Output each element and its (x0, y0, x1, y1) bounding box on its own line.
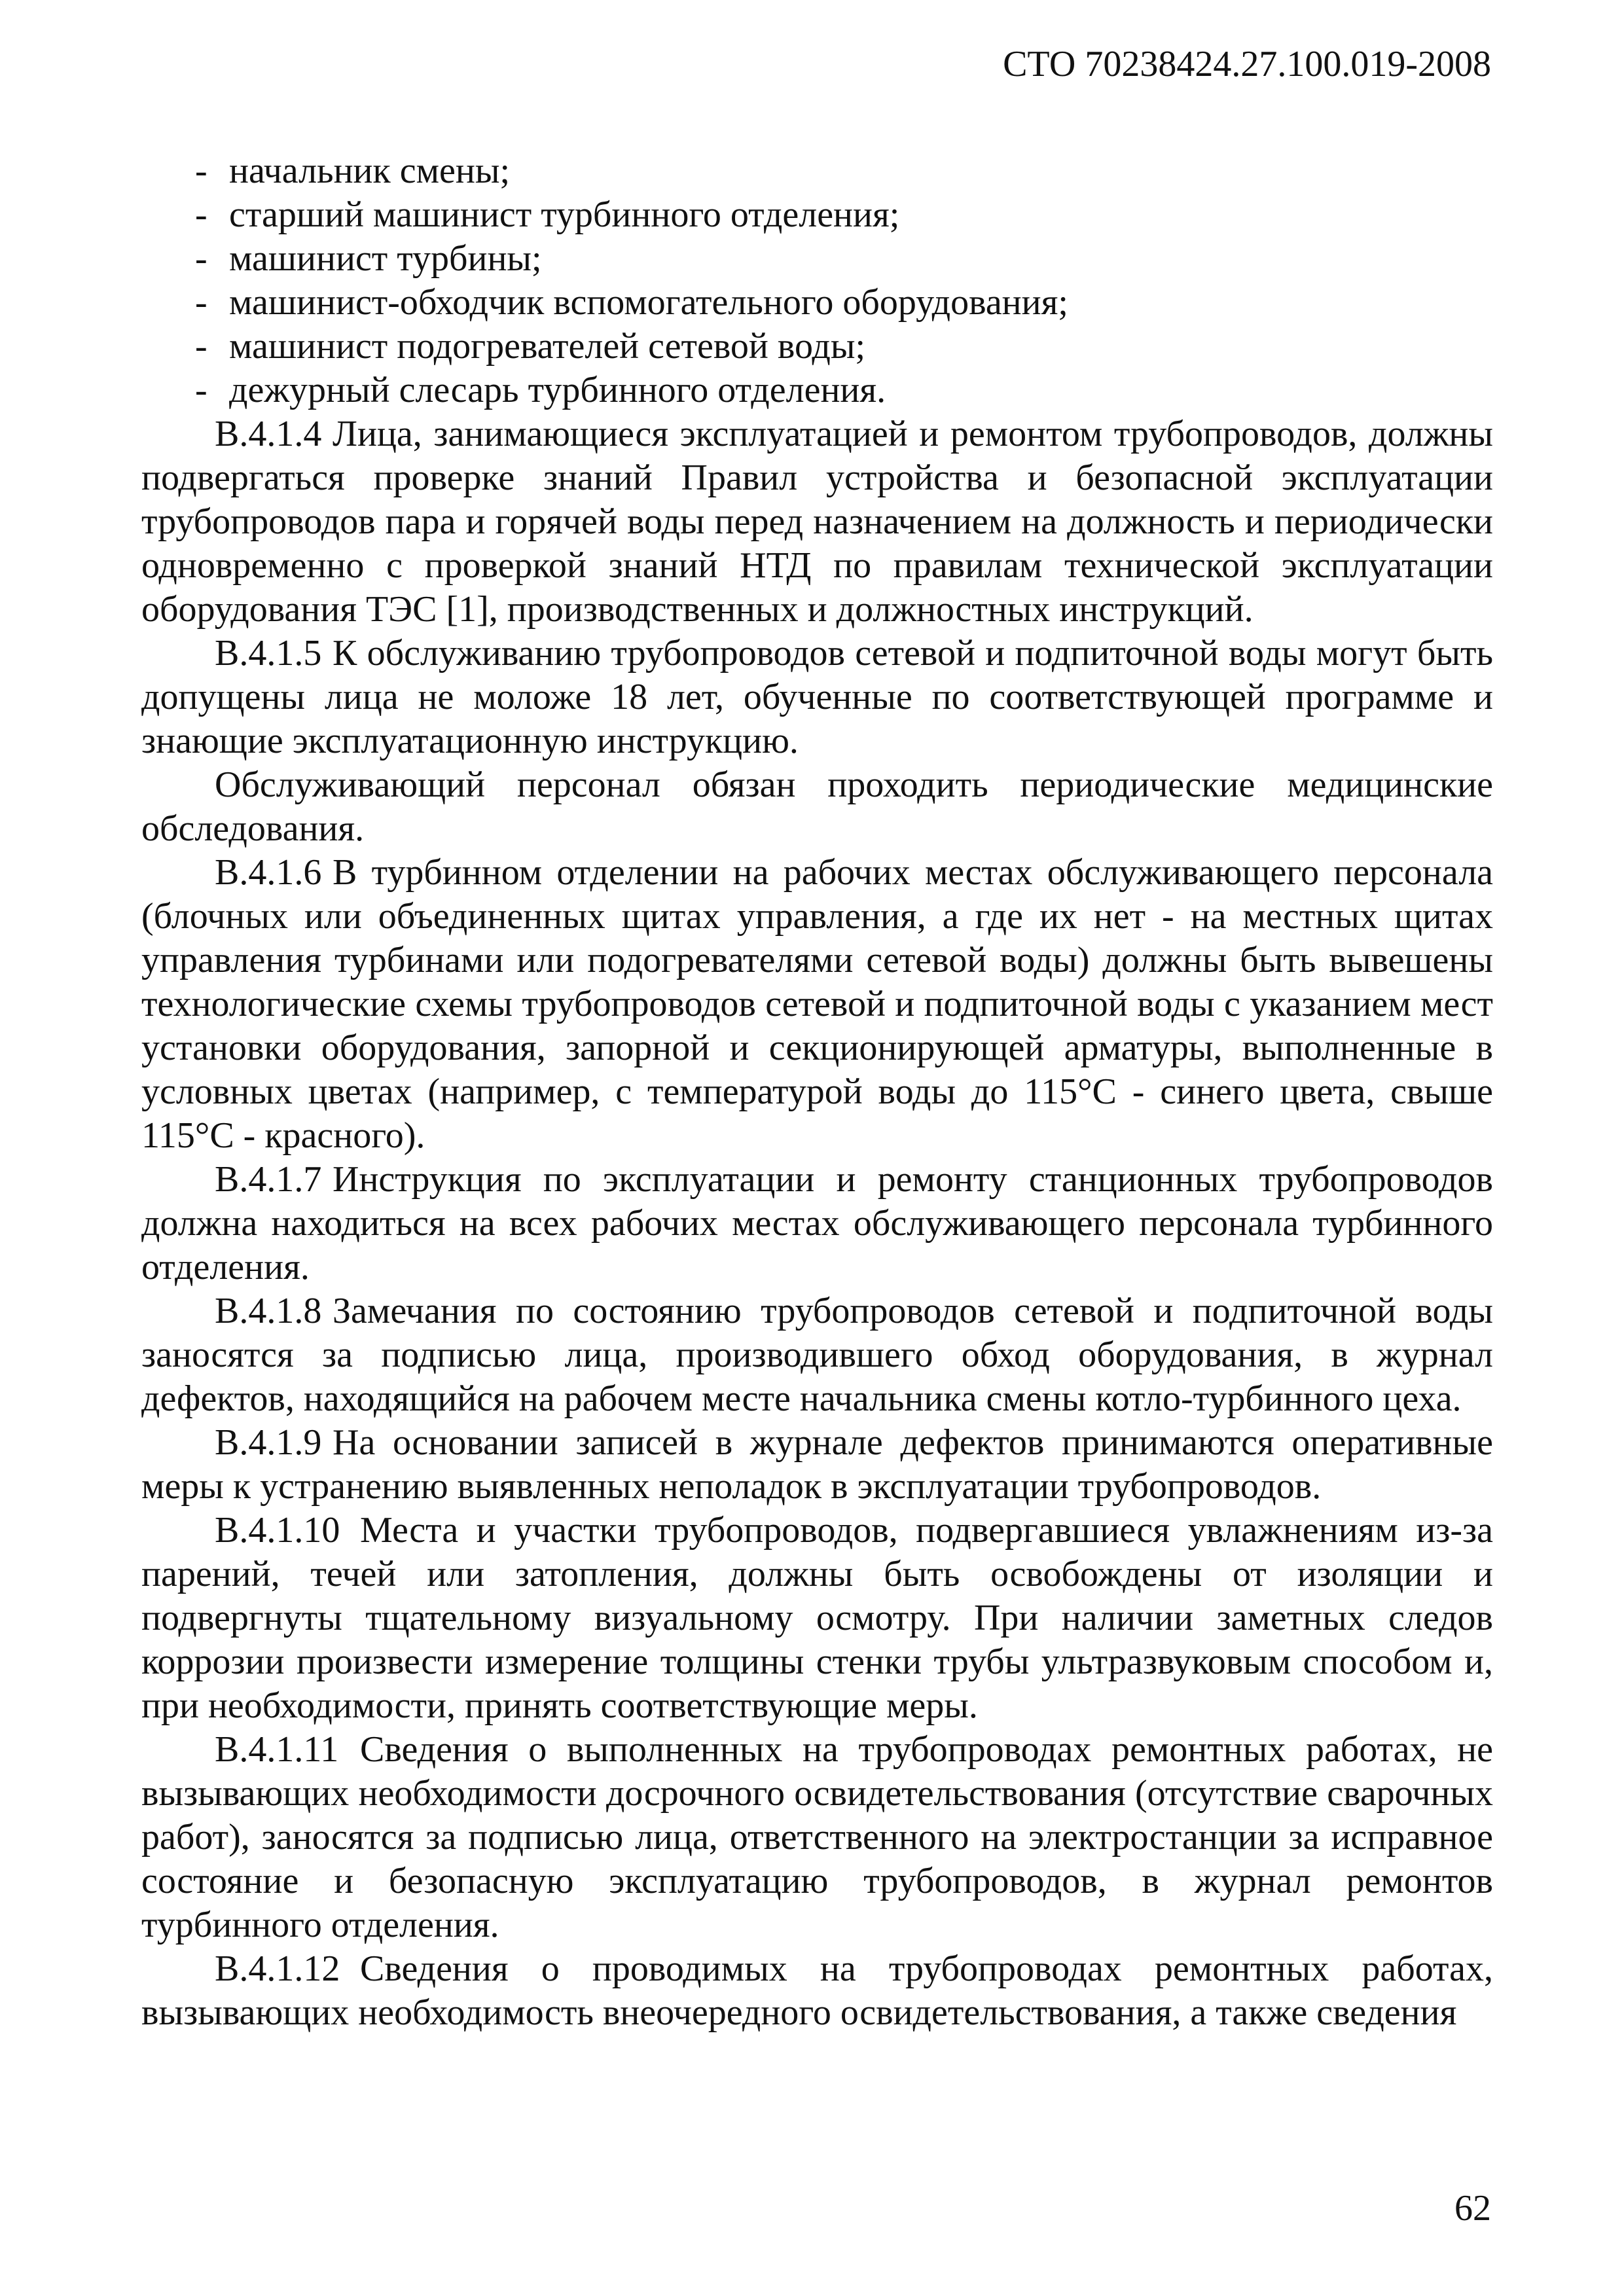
clause-text: Замечания по состоянию трубопроводов сетевой и подпиточной воды заносятся за подписью лица, производившего обход оборудования, в журнал дефектов, находящийся на рабочем месте начальника смены котло-турбинного цеха. (141, 1291, 1493, 1419)
medical-exam-paragraph (141, 763, 1493, 851)
page-number: 62 (1454, 2188, 1491, 2229)
clause-number: В.4.1.9 (215, 1422, 322, 1463)
clause-text: Сведения о выполненных на трубопроводах ремонтных работах, не вызывающих необходимости досрочного освидетельствования (отсутствие сварочных работ), заносятся за подписью лица, ответственного на электростанции за исправное состояние и безопасную эксплуатацию трубопроводов, в журнал ремонтов турбинного отделения. (141, 1729, 1493, 1945)
list-item-text: старший машинист турбинного отделения; (229, 194, 900, 235)
clause-b-4-1-8 (141, 1289, 1493, 1421)
clause-b-4-1-5 (141, 632, 1493, 763)
duty-roles-list (141, 149, 1493, 412)
list-item-text: машинист подогревателей сетевой воды; (229, 326, 866, 367)
clause-text: Лица, занимающиеся эксплуатацией и ремонтом трубопроводов, должны подвергаться проверке знаний Правил устройства и безопасной эксплуатации трубопроводов пара и горячей воды перед назначением на должность и периодически одновременно с проверкой знаний НТД по правилам технической эксплуатации оборудования ТЭС [1], производственных и должностных инструкций. (141, 414, 1493, 630)
clause-number: В.4.1.5 (215, 633, 322, 673)
clause-text: Инструкция по эксплуатации и ремонту станционных трубопроводов должна находиться на всех рабочих местах обслуживающего персонала турбинного отделения. (141, 1159, 1493, 1287)
list-item (141, 149, 1493, 193)
clause-number: В.4.1.10 (215, 1510, 340, 1551)
clause-number: В.4.1.8 (215, 1291, 322, 1331)
clause-b-4-1-12 (141, 1947, 1493, 2035)
list-item-text: начальник смены; (229, 151, 511, 191)
page-body (141, 149, 1493, 2035)
list-item (141, 325, 1493, 368)
list-item (141, 368, 1493, 412)
clause-number: В.4.1.4 (215, 414, 322, 454)
document-code: СТО 70238424.27.100.019-2008 (1003, 44, 1491, 84)
clause-b-4-1-7 (141, 1158, 1493, 1289)
clause-b-4-1-11 (141, 1728, 1493, 1947)
clause-b-4-1-10 (141, 1509, 1493, 1728)
list-item (141, 281, 1493, 325)
clause-b-4-1-9 (141, 1421, 1493, 1509)
clause-number: В.4.1.7 (215, 1159, 322, 1200)
list-item-text: машинист турбины; (229, 238, 542, 279)
list-marker: - (195, 238, 208, 279)
clause-number: В.4.1.11 (215, 1729, 339, 1770)
list-marker: - (195, 282, 208, 323)
list-item-text: машинист-обходчик вспомогательного оборудования; (229, 282, 1068, 323)
clause-b-4-1-4 (141, 412, 1493, 632)
list-marker: - (195, 151, 208, 191)
clause-text: К обслуживанию трубопроводов сетевой и подпиточной воды могут быть допущены лица не моложе 18 лет, обученные по соответствующей программе и знающие эксплуатационную инструкцию. (141, 633, 1493, 761)
list-marker: - (195, 194, 208, 235)
clause-text: На основании записей в журнале дефектов принимаются оперативные меры к устранению выявленных неполадок в эксплуатации трубопроводов. (141, 1422, 1493, 1507)
clause-text: Обслуживающий персонал обязан проходить периодические медицинские обследования. (141, 764, 1493, 849)
clause-text: В турбинном отделении на рабочих местах обслуживающего персонала (блочных или объединенных щитах управления, а где их нет - на местных щитах управления турбинами или подогревателями сетевой воды) должны быть вывешены технологические схемы трубопроводов сетевой и подпиточной воды с указанием мест установки оборудования, запорной и секционирующей арматуры, выполненные в условных цветах (например, с температурой воды до 115°С - синего цвета, свыше 115°С - красного). (141, 852, 1493, 1156)
clause-number: В.4.1.12 (215, 1948, 340, 1989)
clause-b-4-1-6 (141, 851, 1493, 1158)
clause-text: Сведения о проводимых на трубопроводах ремонтных работах, вызывающих необходимость внеочередного освидетельствования, а также сведения (141, 1948, 1493, 2033)
list-item-text: дежурный слесарь турбинного отделения. (229, 370, 886, 410)
list-marker: - (195, 326, 208, 367)
list-item (141, 237, 1493, 281)
clause-number: В.4.1.6 (215, 852, 322, 893)
list-marker: - (195, 370, 208, 410)
list-item (141, 193, 1493, 237)
clause-text: Места и участки трубопроводов, подвергавшиеся увлажнениям из-за парений, течей или затопления, должны быть освобождены от изоляции и подвергнуты тщательному визуальному осмотру. При наличии заметных следов коррозии произвести измерение толщины стенки трубы ультразвуковым способом и, при необходимости, принять соответствующие меры. (141, 1510, 1493, 1726)
